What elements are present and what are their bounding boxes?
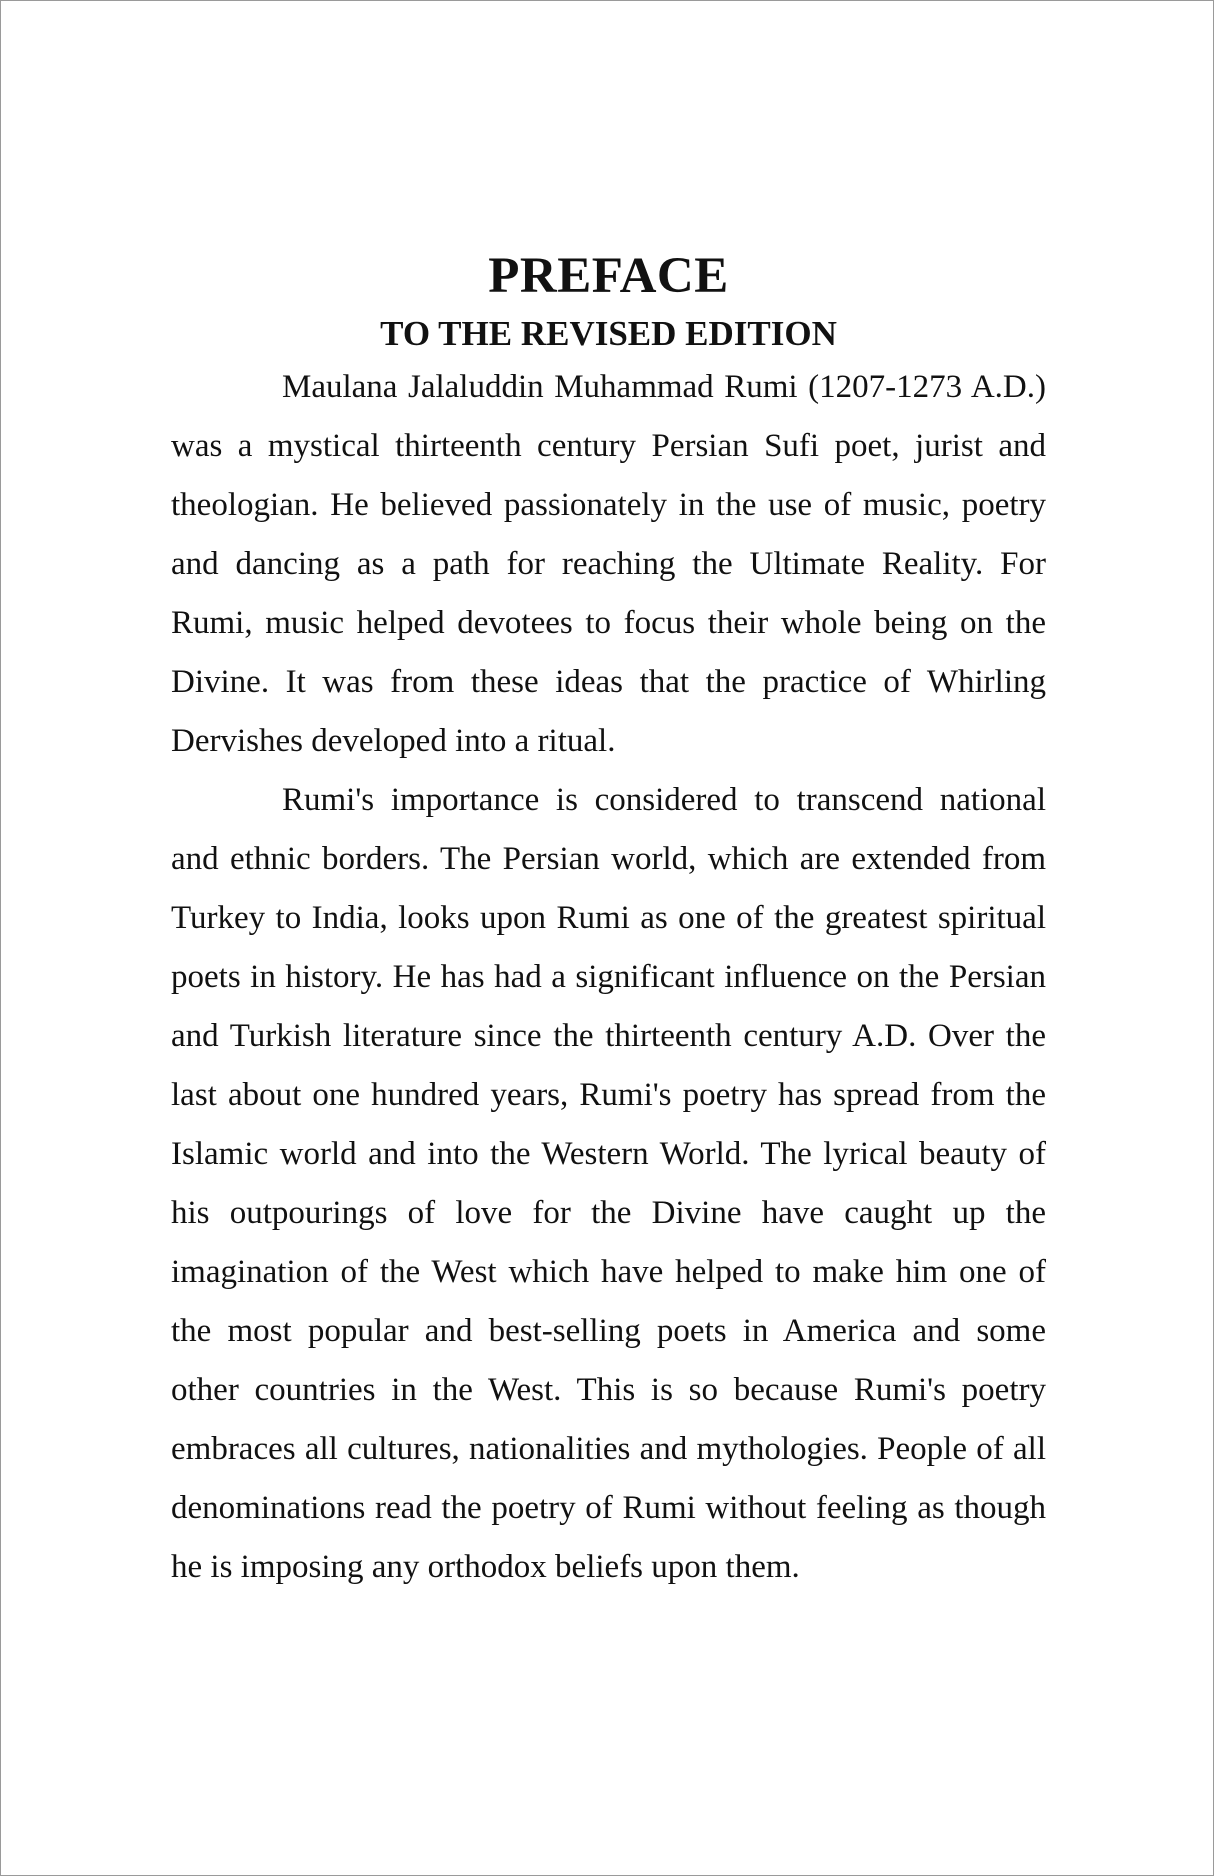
- preface-content: [171, 246, 1046, 1597]
- page-subtitle: TO THE REVISED EDITION: [380, 314, 837, 353]
- page-title: PREFACE: [488, 248, 729, 304]
- paragraph-2: Rumi's importance is considered to transcend national and ethnic borders. The Persian world, which are extended from Turkey to India, looks upon Rumi as one of the greatest spiritual poets in history. He has had a significant influence on the Persian and Turkish literature since the thirteenth century A.D. Over the last about one hundred years, Rumi's poetry has spread from the Islamic world and into the Western World. The lyrical beauty of his outpourings of love for the Divine have caught up the imagination of the West which have helped to make him one of the most popular and best-selling poets in America and some other countries in the West. This is so because Rumi's poetry embraces all cultures, nationalities and mythologies. People of all denominations read the poetry of Rumi without feeling as though he is imposing any orthodox beliefs upon them.: [171, 782, 1046, 1585]
- paragraph-1: Maulana Jalaluddin Muhammad Rumi (1207-1273 A.D.) was a mystical thirteenth century Persian Sufi poet, jurist and theologian. He believed passionately in the use of music, poetry and dancing as a path for reaching the Ultimate Reality. For Rumi, music helped devotees to focus their whole being on the Divine. It was from these ideas that the practice of Whirling Dervishes developed into a ritual.: [171, 369, 1046, 759]
